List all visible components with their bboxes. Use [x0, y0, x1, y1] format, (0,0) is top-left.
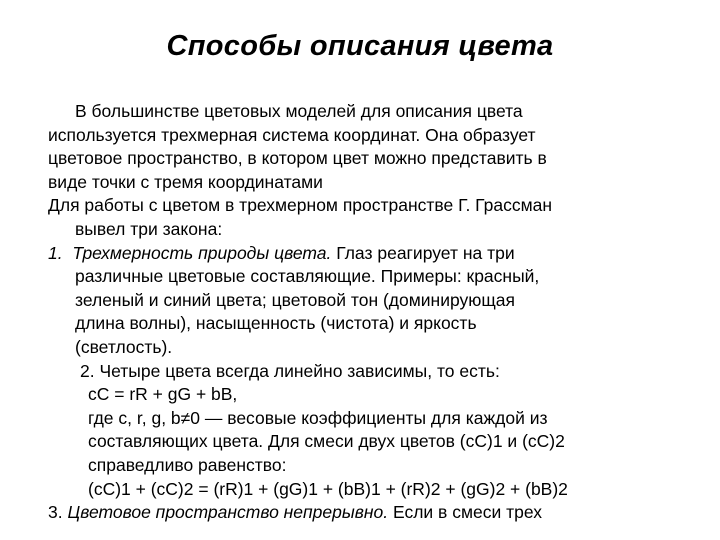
- law3-first-line: [48, 501, 688, 525]
- slide-body: [48, 100, 688, 525]
- slide-title: Способы описания цвета: [166, 30, 554, 62]
- law1-line-4: длина волны), насыщенность (чистота) и яркость: [75, 313, 477, 334]
- law3-rest: Если в смеси трех: [388, 502, 542, 523]
- law2-first-line: 2. Четыре цвета всегда линейно зависимы, то есть:: [80, 360, 500, 381]
- law1-number: 1.: [48, 242, 63, 263]
- law1-line-5: (светлость).: [75, 336, 173, 357]
- paragraph1-line-2: используется трехмерная система координат. Она образует: [48, 124, 536, 145]
- paragraph2-line-1: Для работы с цветом в трехмерном пространстве Г. Грассман: [48, 195, 553, 216]
- paragraph1-line-3: цветовое пространство, в котором цвет можно представить в: [48, 148, 547, 169]
- law2-equality: (cC)1 + (cC)2 = (rR)1 + (gG)1 + (bB)1 + (rR)2 + (gG)2 + (bB)2: [88, 478, 568, 499]
- paragraph1-line-4: виде точки с тремя координатами: [48, 171, 323, 192]
- paragraph2-line-2: вывел три закона:: [75, 218, 223, 239]
- paragraph1-line-1: В большинстве цветовых моделей для описания цвета: [75, 101, 523, 121]
- law2-line-4: составляющих цвета. Для смеси двух цветов (cC)1 и (cC)2: [88, 431, 565, 452]
- law1-first-line: [48, 242, 688, 266]
- law3-number: 3.: [48, 502, 63, 523]
- law1-line-2: различные цветовые составляющие. Примеры: красный,: [75, 266, 540, 287]
- law2-line-5: справедливо равенство:: [88, 454, 287, 475]
- law1-first-line-rest: Глаз реагирует на три: [331, 242, 515, 263]
- law1-name: Трехмерность природы цвета.: [72, 242, 332, 263]
- law2-line-3: где c, r, g, b≠0 — весовые коэффициенты для каждой из: [88, 407, 548, 428]
- law2-formula: cC = rR + gG + bB,: [88, 384, 238, 405]
- law1-line-3: зеленый и синий цвета; цветовой тон (доминирующая: [75, 289, 516, 310]
- law3-name: Цветовое пространство непрерывно.: [67, 502, 389, 523]
